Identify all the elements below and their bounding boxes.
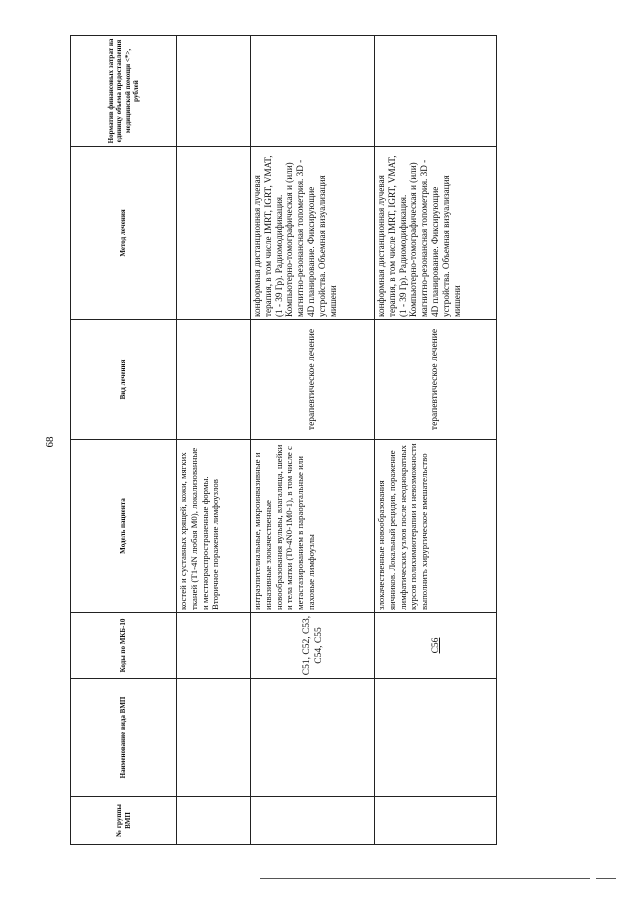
- table-header-row: [71, 36, 177, 845]
- cell-group-no: [375, 797, 497, 845]
- cell-vmp-name: [251, 679, 375, 797]
- scan-edge-line: [260, 878, 590, 879]
- cell-treatment-type: терапевтическое лечение: [251, 320, 375, 440]
- cell-vmp-name: [177, 679, 251, 797]
- header-vmp-name: Наименование вида ВМП: [71, 679, 177, 797]
- cell-treatment-type: терапевтическое лечение: [375, 320, 497, 440]
- rotated-page-content: [70, 36, 496, 845]
- header-patient-model: Модель пациента: [71, 440, 177, 613]
- cell-icd-codes[interactable]: C56: [375, 613, 497, 679]
- cell-cost-standard: [251, 36, 375, 147]
- header-cost-standard: Норматив финансовых затрат на единицу объема предоставления медицинской помощи <*>, рублей: [71, 36, 177, 147]
- cell-icd-codes: C51, C52, C53, C54, C55: [251, 613, 375, 679]
- vmp-table: [70, 35, 497, 845]
- header-treatment-type: Вид лечения: [71, 320, 177, 440]
- cell-patient-model: злокачественные новообразования яичников. Локальный рецидив, поражение лимфатических узлов после неоднократных курсов полихимиотерапии и невозможности выполнить хирургическое вмешательство: [375, 440, 497, 613]
- cell-icd-codes: [177, 613, 251, 679]
- cell-cost-standard: [375, 36, 497, 147]
- cell-group-no: [251, 797, 375, 845]
- cell-treatment-type: [177, 320, 251, 440]
- cell-patient-model: костей и суставных хрящей, кожи, мягких тканей (T1-4N любая M0), локализованные и местнораспространенные формы. Вторичное поражение лимфоузлов: [177, 440, 251, 613]
- cell-treatment-method: конформная дистанционная лучевая терапия, в том числе IMRT, IGRT, VMAT, (1 - 39 Гр). Радиомодификация. Компьютерно-томографическая и (или) магнитно-резонансная топометрия. 3D - 4D планирование. Фиксирующие устройства. Объемная визуализация мишени: [375, 147, 497, 320]
- table-row: [177, 36, 251, 845]
- cell-vmp-name: [375, 679, 497, 797]
- table-row: [375, 36, 497, 845]
- cell-patient-model: интраэпителиальные, микроинвазивные и инвазивные злокачественные новообразования вульвы, влагалища, шейки и тела матки (T0-4N0-1M0-1), в том числе с метастазированием в параортальные или паховые лимфоузлы: [251, 440, 375, 613]
- cell-treatment-method: [177, 147, 251, 320]
- cell-cost-standard: [177, 36, 251, 147]
- header-icd-codes: Коды по МКБ-10: [71, 613, 177, 679]
- header-group-no: № группы ВМП: [71, 797, 177, 845]
- cell-treatment-method: конформная дистанционная лучевая терапия, в том числе IMRT, IGRT, VMAT, (1 - 39 Гр). Радиомодификация. Компьютерно-томографическая и (или) магнитно-резонансная топометрия. 3D - 4D планирование. Фиксирующие устройства. Объемная визуализация мишени: [251, 147, 375, 320]
- cell-group-no: [177, 797, 251, 845]
- page-number: 68: [44, 436, 56, 448]
- scan-edge-line: [596, 878, 616, 879]
- header-treatment-method: Метод лечения: [71, 147, 177, 320]
- table-row: [251, 36, 375, 845]
